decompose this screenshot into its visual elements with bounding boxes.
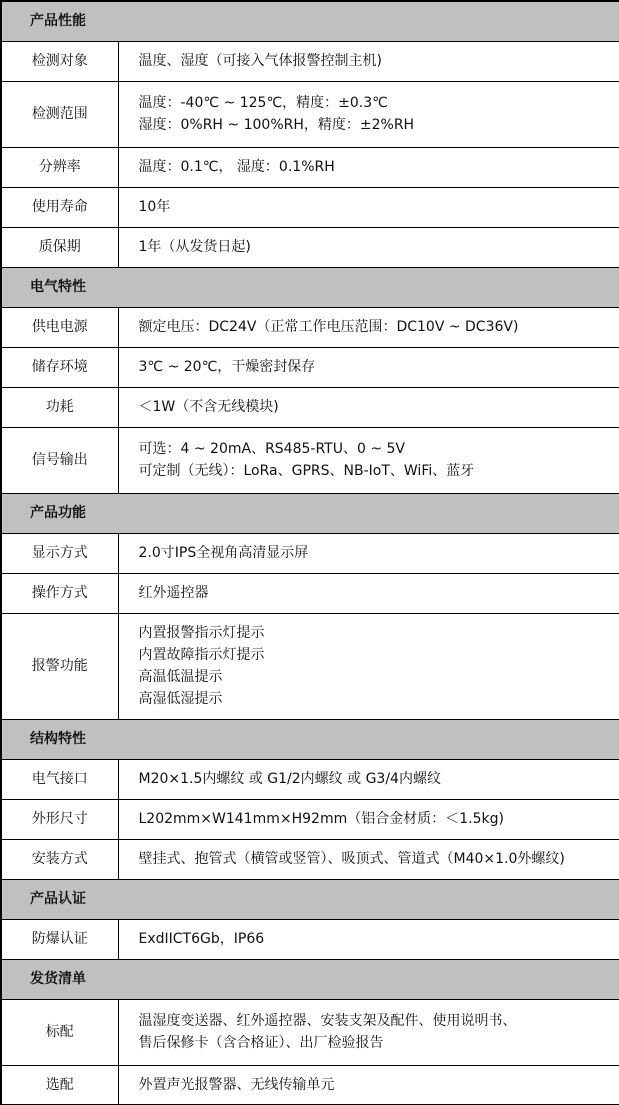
spec-row-signal-output bbox=[1, 427, 619, 493]
spec-value bbox=[118, 1065, 619, 1105]
section-header-shipping bbox=[1, 959, 619, 999]
spec-row-explosion-proof bbox=[1, 919, 619, 959]
section-title: 产品认证 bbox=[1, 879, 619, 919]
spec-value bbox=[118, 227, 619, 267]
spec-value bbox=[118, 573, 619, 613]
value-line: 温度：0.1℃， 湿度：0.1%RH bbox=[138, 159, 335, 175]
section-title: 发货清单 bbox=[1, 959, 619, 999]
spec-value bbox=[118, 41, 619, 81]
spec-label: 选配 bbox=[1, 1065, 118, 1105]
spec-label: 外形尺寸 bbox=[1, 799, 118, 839]
value-line: 售后保修卡（含合格证）、出厂检验报告 bbox=[138, 1035, 384, 1051]
spec-label: 储存环境 bbox=[1, 347, 118, 387]
value-line: 壁挂式、抱管式（横管或竖管）、吸顶式、管道式（M40×1.0外螺纹) bbox=[138, 851, 565, 867]
spec-row-power-supply bbox=[1, 307, 619, 347]
spec-label: 标配 bbox=[1, 999, 118, 1065]
spec-label: 操作方式 bbox=[1, 573, 118, 613]
spec-value bbox=[118, 147, 619, 187]
value-line: 可选：4 ~ 20mA、RS485-RTU、0 ~ 5V bbox=[138, 441, 405, 457]
spec-row-display bbox=[1, 533, 619, 573]
spec-table-body bbox=[1, 1, 619, 1105]
spec-row-alarm bbox=[1, 613, 619, 719]
value-line: 温度、湿度（可接入气体报警控制主机) bbox=[138, 53, 382, 69]
spec-label: 显示方式 bbox=[1, 533, 118, 573]
value-line: M20×1.5内螺纹 或 G1/2内螺纹 或 G3/4内螺纹 bbox=[138, 771, 441, 787]
spec-row-optional-config bbox=[1, 1065, 619, 1105]
spec-value bbox=[118, 81, 619, 147]
section-header-functions bbox=[1, 493, 619, 533]
spec-row-storage bbox=[1, 347, 619, 387]
value-line: 2.0寸IPS全视角高清显示屏 bbox=[138, 545, 309, 561]
spec-row-warranty bbox=[1, 227, 619, 267]
spec-row-resolution bbox=[1, 147, 619, 187]
value-line: 可定制（无线）：LoRa、GPRS、NB-IoT、WiFi、蓝牙 bbox=[138, 463, 475, 479]
section-header-electrical bbox=[1, 267, 619, 307]
spec-label: 供电电源 bbox=[1, 307, 118, 347]
spec-label: 防爆认证 bbox=[1, 919, 118, 959]
spec-value bbox=[118, 387, 619, 427]
spec-label: 质保期 bbox=[1, 227, 118, 267]
section-header-certification bbox=[1, 879, 619, 919]
spec-value bbox=[118, 187, 619, 227]
value-line: ＜1W（不含无线模块) bbox=[138, 399, 279, 415]
spec-row-installation bbox=[1, 839, 619, 879]
spec-label: 安装方式 bbox=[1, 839, 118, 879]
value-line: 10年 bbox=[138, 199, 171, 215]
spec-value bbox=[118, 999, 619, 1065]
section-header-performance bbox=[1, 1, 619, 41]
value-line: 温湿度变送器、红外遥控器、安装支架及配件、使用说明书、 bbox=[138, 1013, 517, 1029]
spec-value bbox=[118, 799, 619, 839]
spec-value bbox=[118, 533, 619, 573]
spec-row-service-life bbox=[1, 187, 619, 227]
value-line: 内置故障指示灯提示 bbox=[138, 647, 265, 663]
value-line: 内置报警指示灯提示 bbox=[138, 625, 265, 641]
section-title: 产品性能 bbox=[1, 1, 619, 41]
spec-label: 使用寿命 bbox=[1, 187, 118, 227]
value-line: 湿度：0%RH ~ 100%RH，精度：±2%RH bbox=[138, 117, 415, 133]
spec-value bbox=[118, 347, 619, 387]
value-line: L202mm×W141mm×H92mm（铝合金材质：＜1.5kg) bbox=[138, 811, 504, 827]
spec-value bbox=[118, 919, 619, 959]
spec-row-standard-config bbox=[1, 999, 619, 1065]
value-line: 1年（从发货日起) bbox=[138, 239, 251, 255]
value-line: 额定电压：DC24V（正常工作电压范围：DC10V ~ DC36V) bbox=[138, 319, 519, 335]
spec-value bbox=[118, 427, 619, 493]
value-line: ExdIICT6Gb，IP66 bbox=[138, 931, 265, 947]
spec-label: 功耗 bbox=[1, 387, 118, 427]
section-title: 产品功能 bbox=[1, 493, 619, 533]
spec-label: 报警功能 bbox=[1, 613, 118, 719]
spec-value bbox=[118, 613, 619, 719]
spec-row-detection-object bbox=[1, 41, 619, 81]
spec-row-detection-range bbox=[1, 81, 619, 147]
spec-value bbox=[118, 307, 619, 347]
value-line: 红外遥控器 bbox=[138, 585, 209, 601]
spec-value bbox=[118, 839, 619, 879]
spec-row-dimensions bbox=[1, 799, 619, 839]
spec-label: 分辨率 bbox=[1, 147, 118, 187]
value-line: 温度：-40℃ ~ 125℃，精度：±0.3℃ bbox=[138, 95, 388, 111]
spec-value bbox=[118, 759, 619, 799]
spec-label: 信号输出 bbox=[1, 427, 118, 493]
spec-label: 电气接口 bbox=[1, 759, 118, 799]
spec-row-operation bbox=[1, 573, 619, 613]
value-line: 外置声光报警器、无线传输单元 bbox=[138, 1076, 335, 1093]
spec-row-power-consumption bbox=[1, 387, 619, 427]
value-line: 3℃ ~ 20℃，干燥密封保存 bbox=[138, 359, 316, 375]
section-title: 结构特性 bbox=[1, 719, 619, 759]
value-line: 高湿低湿提示 bbox=[138, 691, 223, 707]
spec-row-electrical-interface bbox=[1, 759, 619, 799]
spec-label: 检测对象 bbox=[1, 41, 118, 81]
section-title: 电气特性 bbox=[1, 267, 619, 307]
section-header-structure bbox=[1, 719, 619, 759]
value-line: 高温低温提示 bbox=[138, 669, 223, 685]
spec-label: 检测范围 bbox=[1, 81, 118, 147]
